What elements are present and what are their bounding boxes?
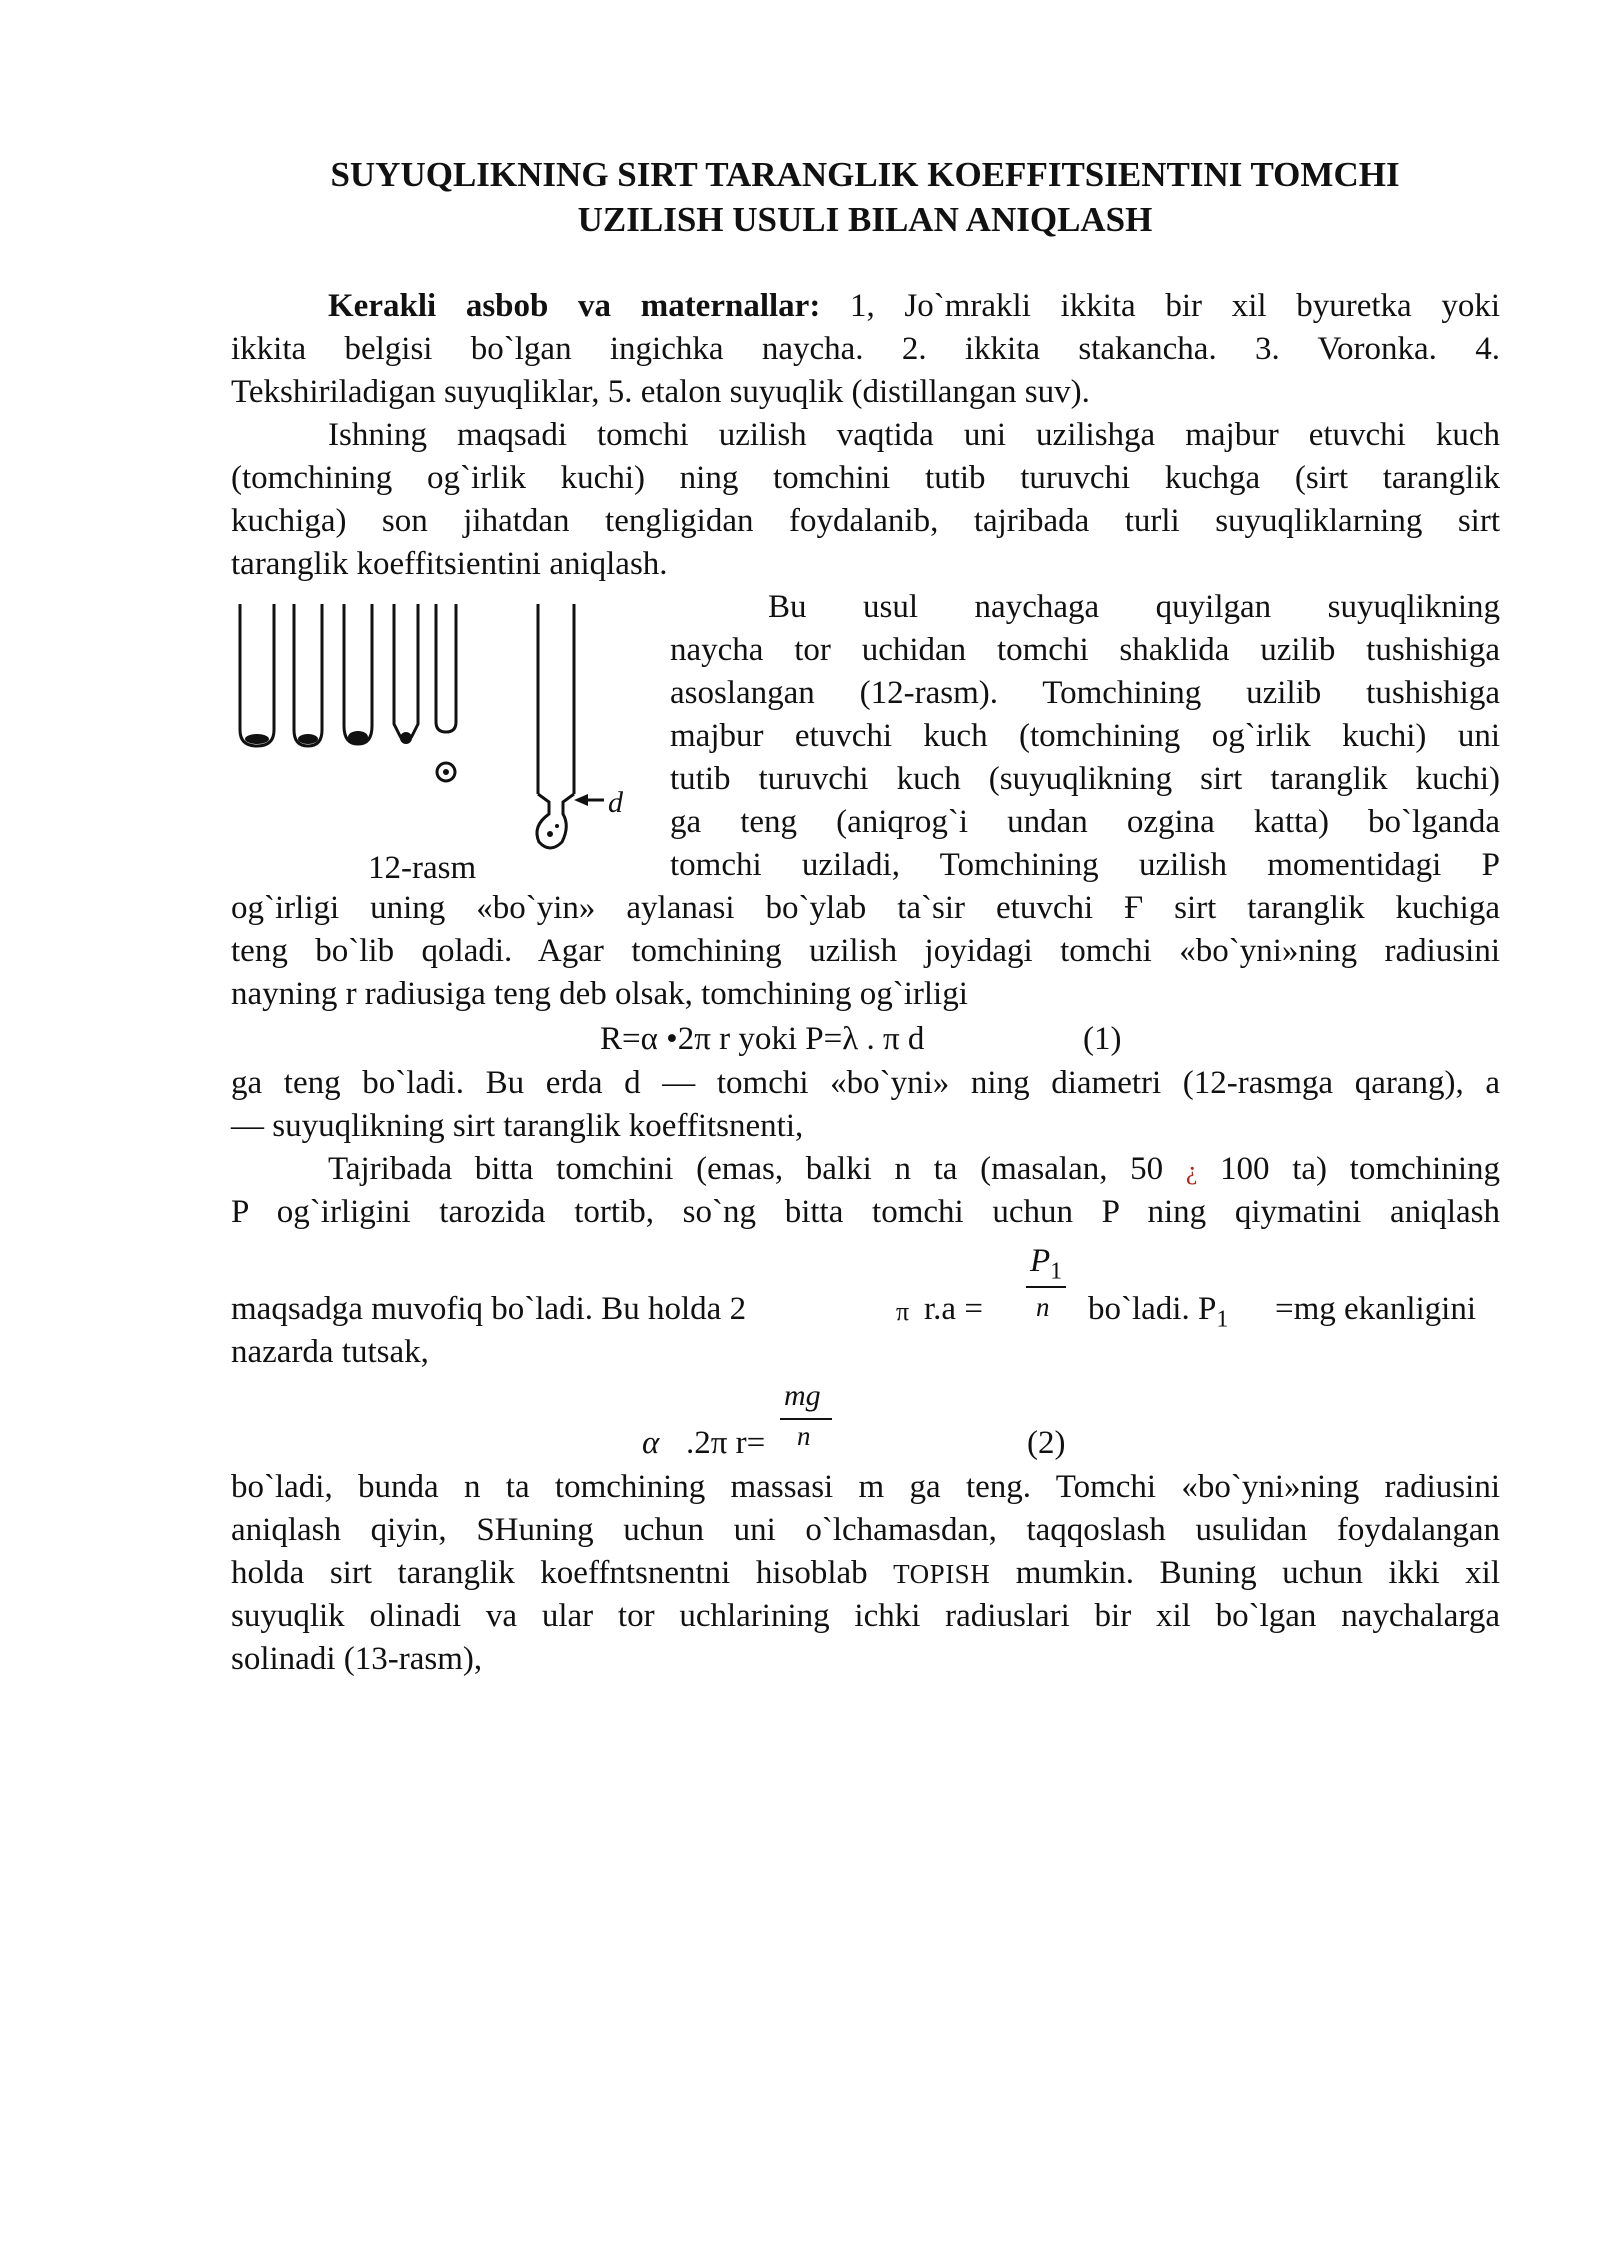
materials-label: Kerakli asbob va maternallar: bbox=[328, 288, 821, 324]
experiment-line-1a: Tajribada bitta tomchini (emas, balki n ta (masalan, 50 bbox=[328, 1151, 1164, 1187]
materials-line-3: Tekshiriladigan suyuqliklar, 5. etalon suyuqlik (distillangan suv). bbox=[231, 374, 1090, 410]
method-line-4: majbur etuvchi kuch (tomchining og`irlik kuchi) uni bbox=[670, 718, 1500, 754]
experiment-line-3b: r.a = bbox=[924, 1291, 983, 1327]
experiment-line-1b: 100 ta) tomchining bbox=[1220, 1151, 1500, 1187]
purpose-line-3: kuchiga) son jihatdan tengligidan foydalanib, tajribada turli suyuqliklarning sirt bbox=[231, 503, 1500, 539]
figure-12-caption: 12-rasm bbox=[368, 850, 477, 886]
experiment-line-3d: =mg ekanligini bbox=[1275, 1291, 1476, 1327]
purpose-line-1: Ishning maqsadi tomchi uzilish vaqtida uni uzilishga majbur etuvchi kuch bbox=[328, 417, 1500, 453]
final-line-3b: mumkin. Buning uchun ikki xil bbox=[1015, 1555, 1501, 1591]
method-line-10: nayning r radiusiga teng deb olsak, tomchining og`irligi bbox=[231, 976, 968, 1012]
method-line-5: tutib turuvchi kuch (suyuqlikning sirt taranglik kuchi) bbox=[670, 761, 1500, 797]
p1-sub: 1 bbox=[1216, 1306, 1229, 1333]
final-line-3a: holda sirt taranglik koeffntsnentni hisoblab bbox=[231, 1555, 868, 1591]
definition-line-1: ga teng bo`ladi. Bu erda d — tomchi «bo`yni» ning diametri (12-rasmga qarang), a bbox=[231, 1065, 1500, 1101]
title-line-1: SUYUQLIKNING SIRT TARANGLIK KOEFFITSIENTINI TOMCHI bbox=[330, 155, 1400, 194]
experiment-line-1 bbox=[328, 1148, 1500, 1192]
document-title bbox=[230, 152, 1500, 242]
figure-12-drop-tubes bbox=[232, 596, 632, 854]
equation-2-denominator: n bbox=[797, 1421, 811, 1451]
materials-line-1 bbox=[328, 285, 1500, 328]
materials-line-2: ikkita belgisi bo`lgan ingichka naycha. 2. ikkita stakancha. 3. Voronka. 4. bbox=[231, 331, 1500, 367]
numerator-p: P bbox=[1030, 1243, 1051, 1279]
method-line-7: tomchi uziladi, Tomchining uzilish momentidagi P bbox=[670, 847, 1500, 883]
purpose-line-2: (tomchining og`irlik kuchi) ning tomchini tutib turuvchi kuchga (sirt taranglik bbox=[231, 460, 1500, 496]
title-line-2: UZILISH USULI BILAN ANIQLASH bbox=[577, 200, 1153, 239]
equation-2-numerator: mg bbox=[784, 1379, 821, 1412]
pi-symbol: π bbox=[896, 1297, 910, 1326]
final-line-5: solinadi (13-rasm), bbox=[231, 1641, 483, 1677]
diameter-label: d bbox=[608, 786, 623, 819]
equation-2: .2π r= bbox=[686, 1425, 766, 1461]
equation-2-alpha: α bbox=[642, 1425, 660, 1461]
equation-2-number: (2) bbox=[1027, 1425, 1066, 1461]
final-line-2: aniqlash qiyin, SHuning uchun uni o`lchamasdan, taqqoslash usulidan foydalangan bbox=[231, 1512, 1500, 1548]
definition-line-2: — suyuqlikning sirt taranglik koeffitsnenti, bbox=[231, 1108, 804, 1144]
p1-label: bo`ladi. P bbox=[1088, 1291, 1217, 1327]
purpose-line-4: taranglik koeffitsientini aniqlash. bbox=[231, 546, 668, 582]
equation-1-number: (1) bbox=[1083, 1021, 1122, 1057]
method-line-9: teng bo`lib qoladi. Agar tomchining uzilish joyidagi tomchi «bo`yni»ning radiusini bbox=[231, 933, 1500, 969]
materials-text: 1, Jo`mrakli ikkita bir xil byuretka yoki bbox=[849, 288, 1500, 324]
experiment-line-4: nazarda tutsak, bbox=[231, 1334, 429, 1370]
method-line-1-text: Bu usul naychaga quyilgan suyuqlikning bbox=[768, 589, 1500, 625]
method-line-1 bbox=[670, 586, 1500, 629]
range-symbol: ¿ bbox=[1185, 1156, 1198, 1185]
method-line-2: naycha tor uchidan tomchi shaklida uzilib tushishiga bbox=[670, 632, 1500, 668]
topish-word: TOPISH bbox=[893, 1559, 991, 1589]
method-line-6: ga teng (aniqrog`i undan ozgina katta) bo`lganda bbox=[670, 804, 1500, 840]
drop-formation-illustration bbox=[232, 596, 632, 854]
final-line-1: bo`ladi, bunda n ta tomchining massasi m ga teng. Tomchi «bo`yni»ning radiusini bbox=[231, 1469, 1500, 1505]
experiment-line-2: P og`irligini tarozida tortib, so`ng bitta tomchi uchun P ning qiymatini aniqlash bbox=[231, 1194, 1500, 1230]
numerator-sub: 1 bbox=[1050, 1258, 1063, 1285]
final-line-4: suyuqlik olinadi va ular tor uchlarining ichki radiuslari bir xil bo`lgan naychalarga bbox=[231, 1598, 1500, 1634]
equation-1: R=α •2π r yoki P=λ . π d bbox=[600, 1021, 925, 1057]
fraction-p1-denominator: n bbox=[1036, 1292, 1050, 1322]
method-line-3: asoslangan (12-rasm). Tomchining uzilib tushishiga bbox=[670, 675, 1500, 711]
method-line-8: og`irligi uning «bo`yin» aylanasi bo`ylab ta`sir etuvchi Ғ sirt taranglik kuchiga bbox=[231, 890, 1500, 926]
experiment-line-3a: maqsadga muvofiq bo`ladi. Bu holda 2 bbox=[231, 1291, 747, 1327]
final-line-3 bbox=[231, 1552, 1500, 1596]
